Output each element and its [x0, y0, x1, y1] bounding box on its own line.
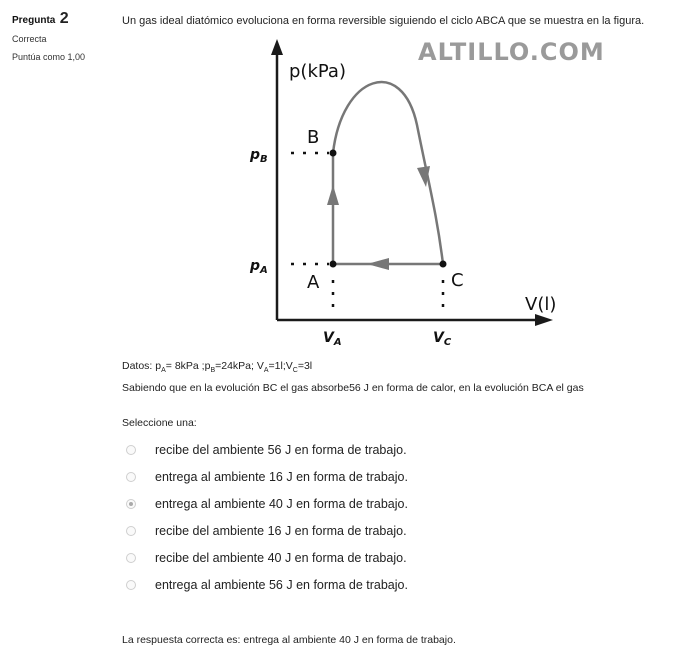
- pv-diagram: [237, 35, 567, 355]
- arrow-ab: [327, 185, 339, 205]
- question-number: [12, 10, 112, 28]
- radio-button[interactable]: [126, 445, 136, 455]
- y-axis-label: p(kPa): [289, 61, 346, 82]
- answer-option[interactable]: [126, 517, 408, 544]
- point-b-dot: [330, 150, 337, 157]
- question-text: Un gas ideal diatómico evoluciona en forma reversible siguiendo el ciclo ABCA que se muestra en la figura.: [122, 15, 645, 27]
- answer-option-label[interactable]: recibe del ambiente 56 J en forma de trabajo.: [155, 442, 407, 457]
- answer-option-label[interactable]: recibe del ambiente 40 J en forma de trabajo.: [155, 550, 407, 565]
- question-state: Correcta: [12, 34, 47, 44]
- pb-label: $p_B$: [250, 147, 268, 165]
- radio-button[interactable]: [126, 526, 136, 536]
- question-label: Pregunta: [12, 15, 56, 26]
- answer-option[interactable]: [126, 571, 408, 598]
- radio-button[interactable]: [126, 472, 136, 482]
- point-b-label: B: [307, 127, 320, 148]
- answer-option[interactable]: [126, 544, 408, 571]
- answer-option[interactable]: [126, 490, 408, 517]
- answer-option[interactable]: [126, 436, 408, 463]
- answer-option-label[interactable]: entrega al ambiente 40 J en forma de trabajo.: [155, 496, 408, 511]
- select-one-label: Seleccione una:: [122, 417, 197, 429]
- answer-option-label[interactable]: entrega al ambiente 56 J en forma de trabajo.: [155, 577, 408, 592]
- answer-options: [126, 436, 408, 598]
- answer-option-label[interactable]: entrega al ambiente 16 J en forma de trabajo.: [155, 469, 408, 484]
- arrow-ca: [367, 258, 389, 270]
- vc-label: $V_C$: [433, 330, 452, 348]
- answer-option[interactable]: [126, 463, 408, 490]
- va-label: $V_A$: [323, 330, 342, 348]
- question-grade: Puntúa como 1,00: [12, 52, 86, 62]
- point-a-dot: [330, 261, 337, 268]
- correct-answer-feedback: La respuesta correcta es: entrega al ambiente 40 J en forma de trabajo.: [122, 634, 456, 646]
- x-axis-label: V(l): [525, 294, 557, 315]
- point-a-label: A: [307, 272, 320, 293]
- y-axis-arrow: [271, 39, 283, 55]
- question-number-value: 2: [59, 10, 69, 27]
- watermark: ALTILLO.COM: [418, 38, 605, 66]
- question-prompt: Sabiendo que en la evolución BC el gas absorbe56 J en forma de calor, en la evolución BCA el gas: [122, 382, 584, 394]
- radio-button-selected[interactable]: [126, 499, 136, 509]
- point-c-label: C: [451, 270, 464, 291]
- question-info: [12, 10, 112, 62]
- x-axis-arrow: [535, 314, 553, 326]
- radio-button[interactable]: [126, 580, 136, 590]
- question-data: Datos: $p_A= 8kPa$ $;p_B=24kPa$; $V_A=1l;V_C=3l$: [122, 360, 313, 375]
- point-c-dot: [440, 261, 447, 268]
- radio-button[interactable]: [126, 553, 136, 563]
- pa-label: $p_A$: [250, 258, 268, 276]
- answer-option-label[interactable]: recibe del ambiente 16 J en forma de trabajo.: [155, 523, 407, 538]
